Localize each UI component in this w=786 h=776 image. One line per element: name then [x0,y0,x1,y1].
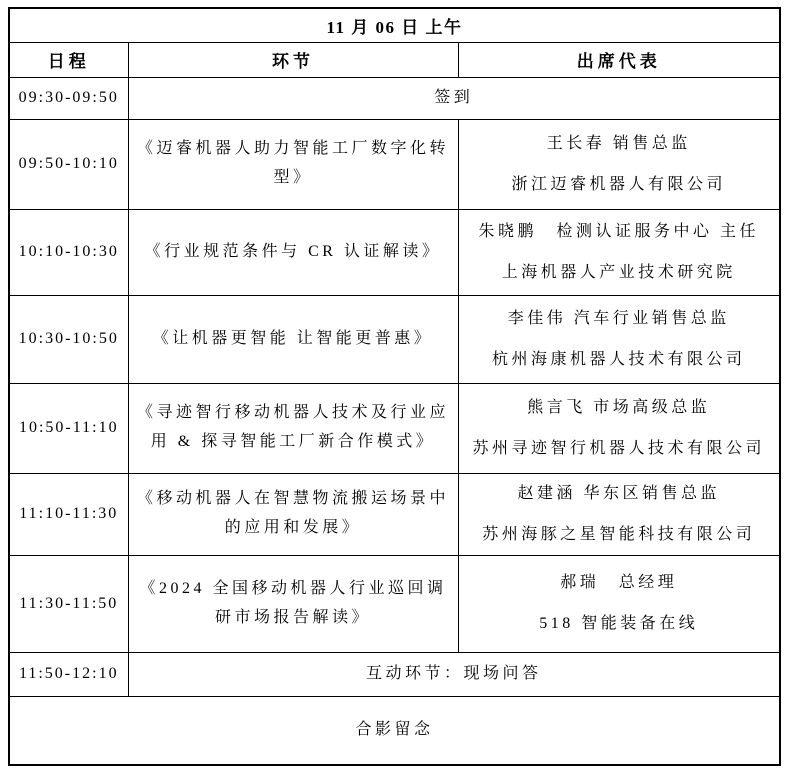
rep-org: 杭州海康机器人技术有限公司 [492,350,746,368]
column-header-session: 环节 [128,42,458,77]
rep-cell [458,119,780,209]
session-cell: 《迈睿机器人助力智能工厂数字化转型》 [128,119,458,209]
rep-cell [458,209,780,295]
rep-cell [458,555,780,652]
rep-org: 苏州海豚之星智能科技有限公司 [482,525,756,543]
column-header-schedule: 日程 [9,42,128,77]
table-row [9,209,780,295]
time-cell: 11:10-11:30 [9,473,128,555]
time-cell: 10:10-10:30 [9,209,128,295]
rep-org: 浙江迈睿机器人有限公司 [511,175,727,193]
table-row [9,652,780,696]
agenda-table [8,7,781,766]
rep-org: 518 智能装备在线 [539,615,699,632]
table-row [9,555,780,652]
rep-cell [458,295,780,383]
session-cell-group-photo: 合影留念 [9,696,780,765]
table-row [9,295,780,383]
session-cell: 《移动机器人在智慧物流搬运场景中的应用和发展》 [128,473,458,555]
table-row [9,383,780,473]
rep-name: 王长春 销售总监 [546,134,691,152]
time-cell: 11:50-12:10 [9,652,128,696]
rep-org: 上海机器人产业技术研究院 [501,263,736,281]
table-title: 11 月 06 日 上午 [9,8,780,42]
rep-org: 苏州寻迹智行机器人技术有限公司 [472,439,766,457]
session-cell: 《寻迹智行移动机器人技术及行业应用 & 探寻智能工厂新合作模式》 [128,383,458,473]
rep-cell [458,383,780,473]
rep-name: 赵建涵 华东区销售总监 [517,484,721,502]
rep-cell [458,473,780,555]
session-cell: 《2024 全国移动机器人行业巡回调研市场报告解读》 [128,555,458,652]
rep-name: 李佳伟 汽车行业销售总监 [507,309,730,327]
rep-name: 郝瑞 总经理 [560,574,678,591]
table-row [9,119,780,209]
session-cell: 《行业规范条件与 CR 认证解读》 [128,209,458,295]
table-row-title [9,8,780,42]
table-row [9,696,780,765]
time-cell: 10:50-11:10 [9,383,128,473]
table-row [9,77,780,119]
column-header-representatives: 出席代表 [458,42,780,77]
time-cell: 11:30-11:50 [9,555,128,652]
rep-name: 朱晓鹏 检测认证服务中心 主任 [478,222,760,240]
time-cell: 09:30-09:50 [9,77,128,119]
time-cell: 09:50-10:10 [9,119,128,209]
rep-name: 熊言飞 市场高级总监 [527,398,711,416]
table-row-header [9,42,780,77]
session-cell: 《让机器更智能 让智能更普惠》 [128,295,458,383]
table-row [9,473,780,555]
session-cell-qa: 互动环节：现场问答 [128,652,780,696]
session-cell-signin: 签到 [128,77,780,119]
time-cell: 10:30-10:50 [9,295,128,383]
